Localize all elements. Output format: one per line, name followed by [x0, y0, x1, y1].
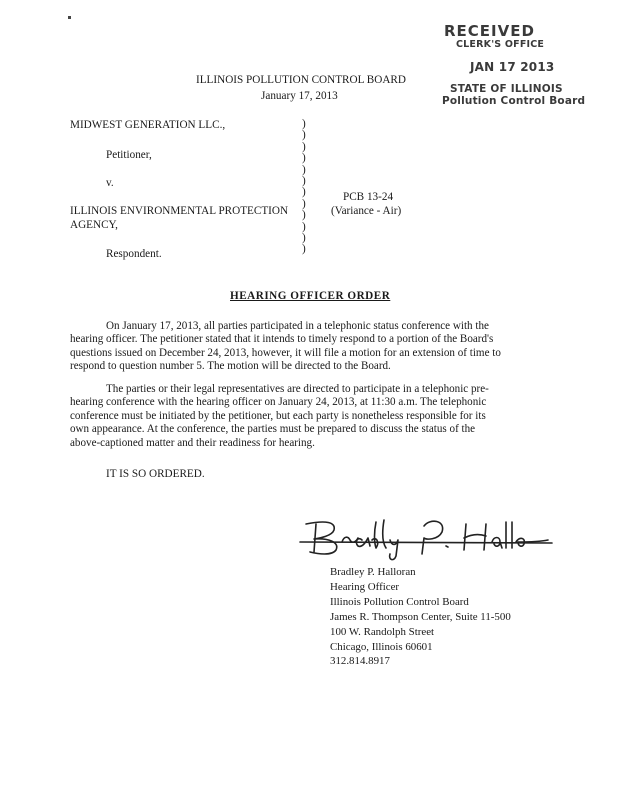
order-paragraph-1: [70, 320, 520, 374]
paragraph-line: own appearance. At the conference, the parties must be prepared to discuss the status of the: [70, 423, 476, 436]
stamp-state: STATE OF ILLINOIS: [450, 83, 563, 95]
petitioner-name: MIDWEST GENERATION LLC.,: [70, 119, 226, 131]
paren: ): [302, 243, 306, 256]
paren: ): [302, 232, 306, 245]
signer-org: Illinois Pollution Control Board: [330, 595, 469, 608]
respondent-name-line2: AGENCY,: [70, 219, 118, 231]
so-ordered: IT IS SO ORDERED.: [106, 468, 205, 480]
paragraph-line: On January 17, 2013, all parties participated in a telephonic status conference with the: [106, 320, 489, 332]
paren: ): [302, 175, 306, 188]
paren: ): [302, 209, 306, 222]
paragraph-line: The parties or their legal representatives are directed to participate in a telephonic pre-: [106, 383, 489, 395]
case-number: PCB 13-24: [343, 191, 394, 203]
paren: ): [302, 220, 306, 233]
signer-address1: James R. Thompson Center, Suite 11-500: [330, 610, 511, 623]
signer-phone: 312.814.8917: [330, 655, 390, 668]
signature-script: Bradley P. Halloran: [296, 562, 304, 563]
stamp-office: CLERK'S OFFICE: [456, 39, 545, 50]
paren: ): [302, 186, 306, 199]
paragraph-line: conference must be initiated by the petitioner, but each party is nonetheless responsible for its: [70, 409, 486, 422]
signer-city: Chicago, Illinois 60601: [330, 640, 433, 653]
header-date: January 17, 2013: [261, 90, 338, 102]
paren: ): [302, 118, 306, 130]
petitioner-role: Petitioner,: [106, 149, 152, 161]
paren: ): [302, 163, 306, 176]
paragraph-line: questions issued on December 24, 2013, however, it will file a motion for an extension of time to: [70, 346, 501, 359]
case-type: (Variance - Air): [331, 205, 402, 217]
paren: ): [302, 140, 306, 153]
paren: ): [302, 152, 306, 165]
signature-block: [330, 565, 511, 669]
paren: ): [302, 197, 306, 210]
respondent-role: Respondent.: [106, 248, 162, 260]
stamp-date: JAN 17 2013: [470, 60, 555, 74]
paragraph-line: hearing conference with the hearing officer on January 24, 2013, at 11:30 a.m. The telephonic: [70, 396, 487, 409]
paragraph-line: respond to question number 5. The motion will be directed to the Board.: [70, 360, 391, 373]
order-title: HEARING OFFICER ORDER: [230, 290, 391, 302]
paragraph-line: hearing officer. The petitioner stated that it intends to timely respond to a portion of the Board's: [70, 333, 494, 346]
signer-title: Hearing Officer: [330, 580, 400, 593]
signer-address2: 100 W. Randolph Street: [330, 625, 435, 638]
respondent-name-line1: ILLINOIS ENVIRONMENTAL PROTECTION: [70, 205, 289, 217]
corner-mark: [68, 16, 71, 19]
paren: ): [302, 129, 306, 142]
versus-label: v.: [106, 177, 114, 189]
paragraph-line: above-captioned matter and their readiness for hearing.: [70, 436, 315, 449]
stamp-board: Pollution Control Board: [442, 95, 586, 107]
caption-parens: [302, 119, 312, 256]
board-name: ILLINOIS POLLUTION CONTROL BOARD: [196, 74, 406, 86]
received-stamp: [442, 20, 586, 110]
order-paragraph-2: [70, 383, 520, 450]
signer-name: Bradley P. Halloran: [330, 566, 416, 578]
stamp-received: RECEIVED: [444, 22, 535, 40]
handwritten-signature: [296, 512, 556, 564]
